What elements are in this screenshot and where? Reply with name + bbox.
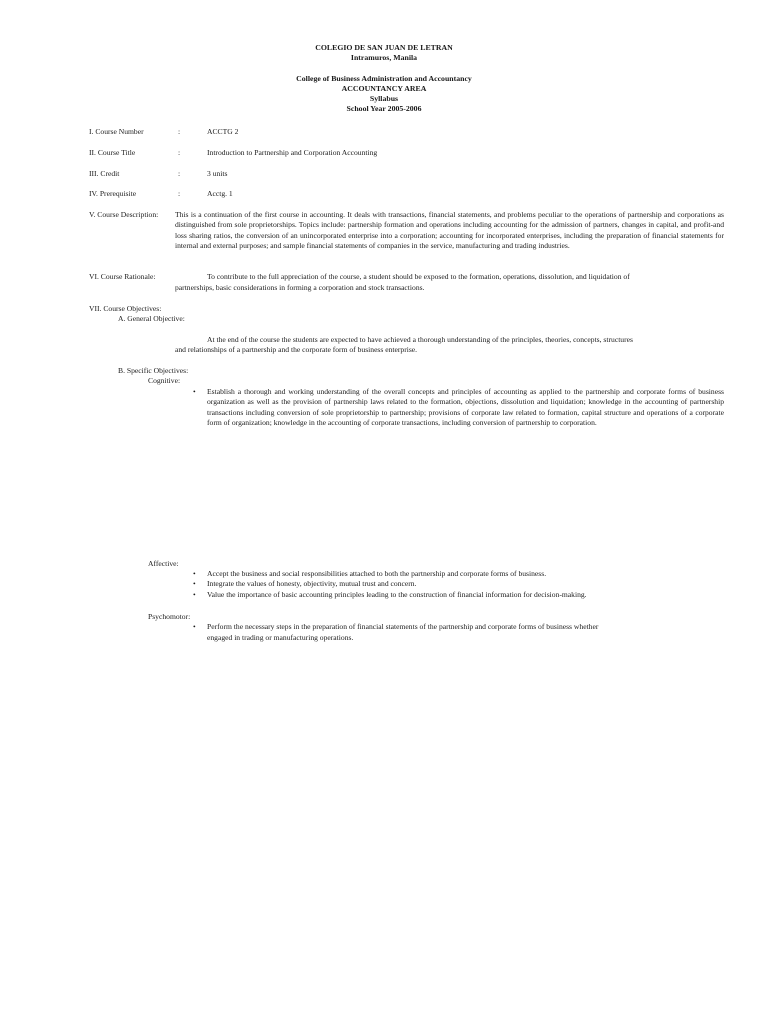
field-credit: [0, 169, 768, 181]
field-colon: :: [178, 127, 181, 136]
institution-name: COLEGIO DE SAN JUAN DE LETRAN: [315, 43, 453, 52]
rationale-label: VI. Course Rationale:: [89, 272, 156, 281]
cognitive-label: Cognitive:: [148, 376, 181, 385]
field-prerequisite: [0, 189, 768, 201]
psychomotor-item: [193, 622, 196, 632]
objectives-label: VII. Course Objectives:: [89, 304, 162, 313]
affective-list: [193, 569, 724, 600]
rationale-line-1: To contribute to the full appreciation of the course, a student should be exposed to the formation, operations, dissolution, and liquidation of: [207, 272, 630, 281]
field-value: Introduction to Partnership and Corporation Accounting: [207, 148, 378, 157]
affective-label: Affective:: [148, 559, 179, 568]
list-item: • Value the importance of basic accounting principles leading to the construction of financial information for decision-making.: [193, 590, 724, 600]
bullet-glyph: •: [193, 622, 196, 631]
psychomotor-line-1: Perform the necessary steps in the preparation of financial statements of the partnership and corporate forms of business whether: [207, 622, 599, 631]
psychomotor-label: Psychomotor:: [148, 612, 191, 621]
field-label: I. Course Number: [89, 127, 144, 136]
college-name: College of Business Administration and Accountancy: [296, 74, 472, 83]
field-label: II. Course Title: [89, 148, 136, 157]
description-label: V. Course Description:: [89, 210, 159, 219]
cognitive-list: [193, 387, 724, 429]
field-colon: :: [178, 148, 181, 157]
field-label: III. Credit: [89, 169, 120, 178]
field-colon: :: [178, 189, 181, 198]
field-course-number: [0, 127, 768, 139]
specific-objectives-label: B. Specific Objectives:: [118, 366, 189, 375]
general-objective-line-1: At the end of the course the students are expected to have achieved a thorough understanding of the principles, theories, concepts, structures: [207, 335, 633, 344]
general-objective-label: A. General Objective:: [118, 314, 185, 323]
document-header: [0, 43, 768, 114]
institution-location: Intramuros, Manila: [350, 53, 418, 62]
psychomotor-line-2: engaged in trading or manufacturing operations.: [207, 633, 354, 642]
field-course-title: [0, 148, 768, 160]
description-text: This is a continuation of the first course in accounting. It deals with transactions, financial statements, and problems peculiar to the operations of partnership and corporations as distinguished from sole proprietorships. Topics include: partnership formation and operations including accounting for the admission of partners, changes in capital, and profit-and loss sharing ratios, the conversion of an unincorporated enterprise into a corporation; accounting for incorporated enterprises, including the preparation of financial statements for internal and external purposes; and sample financial statements of companies in the service, manufacturing and trading industries.: [175, 210, 724, 251]
field-value: 3 units: [207, 169, 228, 178]
list-item: • Integrate the values of honesty, objectivity, mutual trust and concern.: [193, 579, 724, 589]
field-colon: :: [178, 169, 181, 178]
field-label: IV. Prerequisite: [89, 189, 137, 198]
list-item: • Establish a thorough and working understanding of the overall concepts and principles of accounting as applied to the partnership and corporate forms of business organization as well as the provision of partnership laws related to the formation, objections, dissolution and liquidation; knowledge in the accounting of partnership transactions including conversion of sole proprietorship to partnership; provisions of corporate law related to formation, capital structure and operations of a corporate form of organization; knowledge in the accounting of corporate transactions, including conversion of partnership to corporation.: [193, 387, 724, 429]
general-objective-line-2: and relationships of a partnership and the corporate form of business enterprise.: [175, 345, 418, 354]
field-value: Acctg. 1: [207, 189, 233, 198]
list-item: • Accept the business and social responsibilities attached to both the partnership and corporate forms of business.: [193, 569, 724, 579]
area-name: ACCOUNTANCY AREA: [341, 84, 427, 93]
document-type: Syllabus: [369, 94, 399, 103]
field-value: ACCTG 2: [207, 127, 239, 136]
school-year: School Year 2005-2006: [346, 104, 422, 113]
rationale-line-2: partnerships, basic considerations in forming a corporation and stock transactions.: [175, 283, 425, 292]
